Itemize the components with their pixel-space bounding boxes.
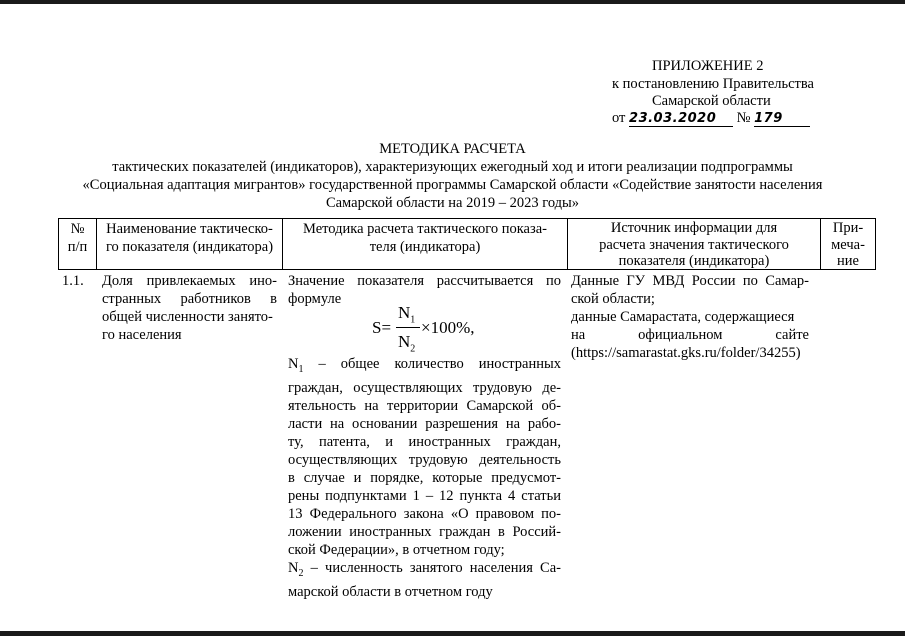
table-border-top (58, 218, 876, 219)
appendix-date-line (612, 110, 810, 127)
number-field (754, 111, 810, 127)
number-prefix: № (736, 110, 751, 126)
header-name: Наименование тактическо- го показателя (индикатора) (105, 221, 274, 255)
handwritten-date: 23.03.2020 (629, 111, 717, 126)
formula-numerator: $N_1$ (398, 303, 416, 326)
handwritten-number: 179 (754, 111, 783, 126)
header-note: При- меча- ние (831, 220, 865, 269)
header-source: Источник информации для расчета значения тактического показателя (индикатора) (599, 220, 789, 269)
formula-multiplier: ×100%, (421, 318, 475, 337)
formula-denominator: $N_2$ (398, 332, 416, 355)
date-prefix: от (612, 110, 626, 126)
n2-definition-first-line: $N_2$ – численность занятого населения Са- (288, 559, 561, 579)
document-subtitle-1: тактических показателей (индикаторов), характеризующих ежегодный ход и итоги реализации подпрограммы (112, 159, 793, 175)
document-title: МЕТОДИКА РАСЧЕТА (379, 141, 526, 157)
row-method-intro: Значение показателя рассчитывается по формуле (288, 273, 561, 307)
document-subtitle-2: «Социальная адаптация мигрантов» государственной программы Самарской области «Содействие занятости населения (82, 177, 823, 193)
date-field (629, 111, 733, 127)
n1-definition-first-line: $N_1$ – общее количество иностранных (288, 356, 561, 375)
row-method-definitions: $N_1$ – общее количество иностранных граждан, осуществляющих трудовую де- ятельность на территории Самарской об- ласти на основании разрешения на рабо- ту, патента, и иностранных граждан, осуществляющих трудовую деятельность в случае и порядке, которые предусмот- рены подпунктами 1 – 12 пункта 4 статьи 13 Федерального закона «О правовом по- ложении иностранных граждан в Россий- ской Федерации», в отчетном году; $N_2$ – численность занятого населения Са- марской области в отчетном году (288, 356, 561, 600)
row-num: 1.1. (62, 273, 84, 289)
appendix-line-1: к постановлению Правительства (612, 76, 814, 92)
scan-border-top (0, 0, 905, 4)
scan-border-bottom (0, 631, 905, 636)
row-source: Данные ГУ МВД России по Самар- ской области; данные Самарастата, содержащиеся на официальном сайте (https://samarastat.gks.ru/folder/34255) (571, 273, 809, 361)
appendix-line-2: Самарской области (652, 93, 771, 109)
document-subtitle-3: Самарской области на 2019 – 2023 годы» (325, 195, 580, 211)
header-num: № п/п (67, 221, 88, 255)
row-indicator-name: Доля привлекаемых ино- странных работников в общей численности занято- го населения (102, 273, 277, 343)
fraction-bar (396, 327, 420, 328)
formula-lhs: S= (372, 318, 392, 337)
appendix-title: ПРИЛОЖЕНИЕ 2 (652, 58, 764, 74)
header-method: Методика расчета тактического показа- теля (индикатора) (303, 221, 547, 255)
col-divider-5 (875, 218, 876, 270)
